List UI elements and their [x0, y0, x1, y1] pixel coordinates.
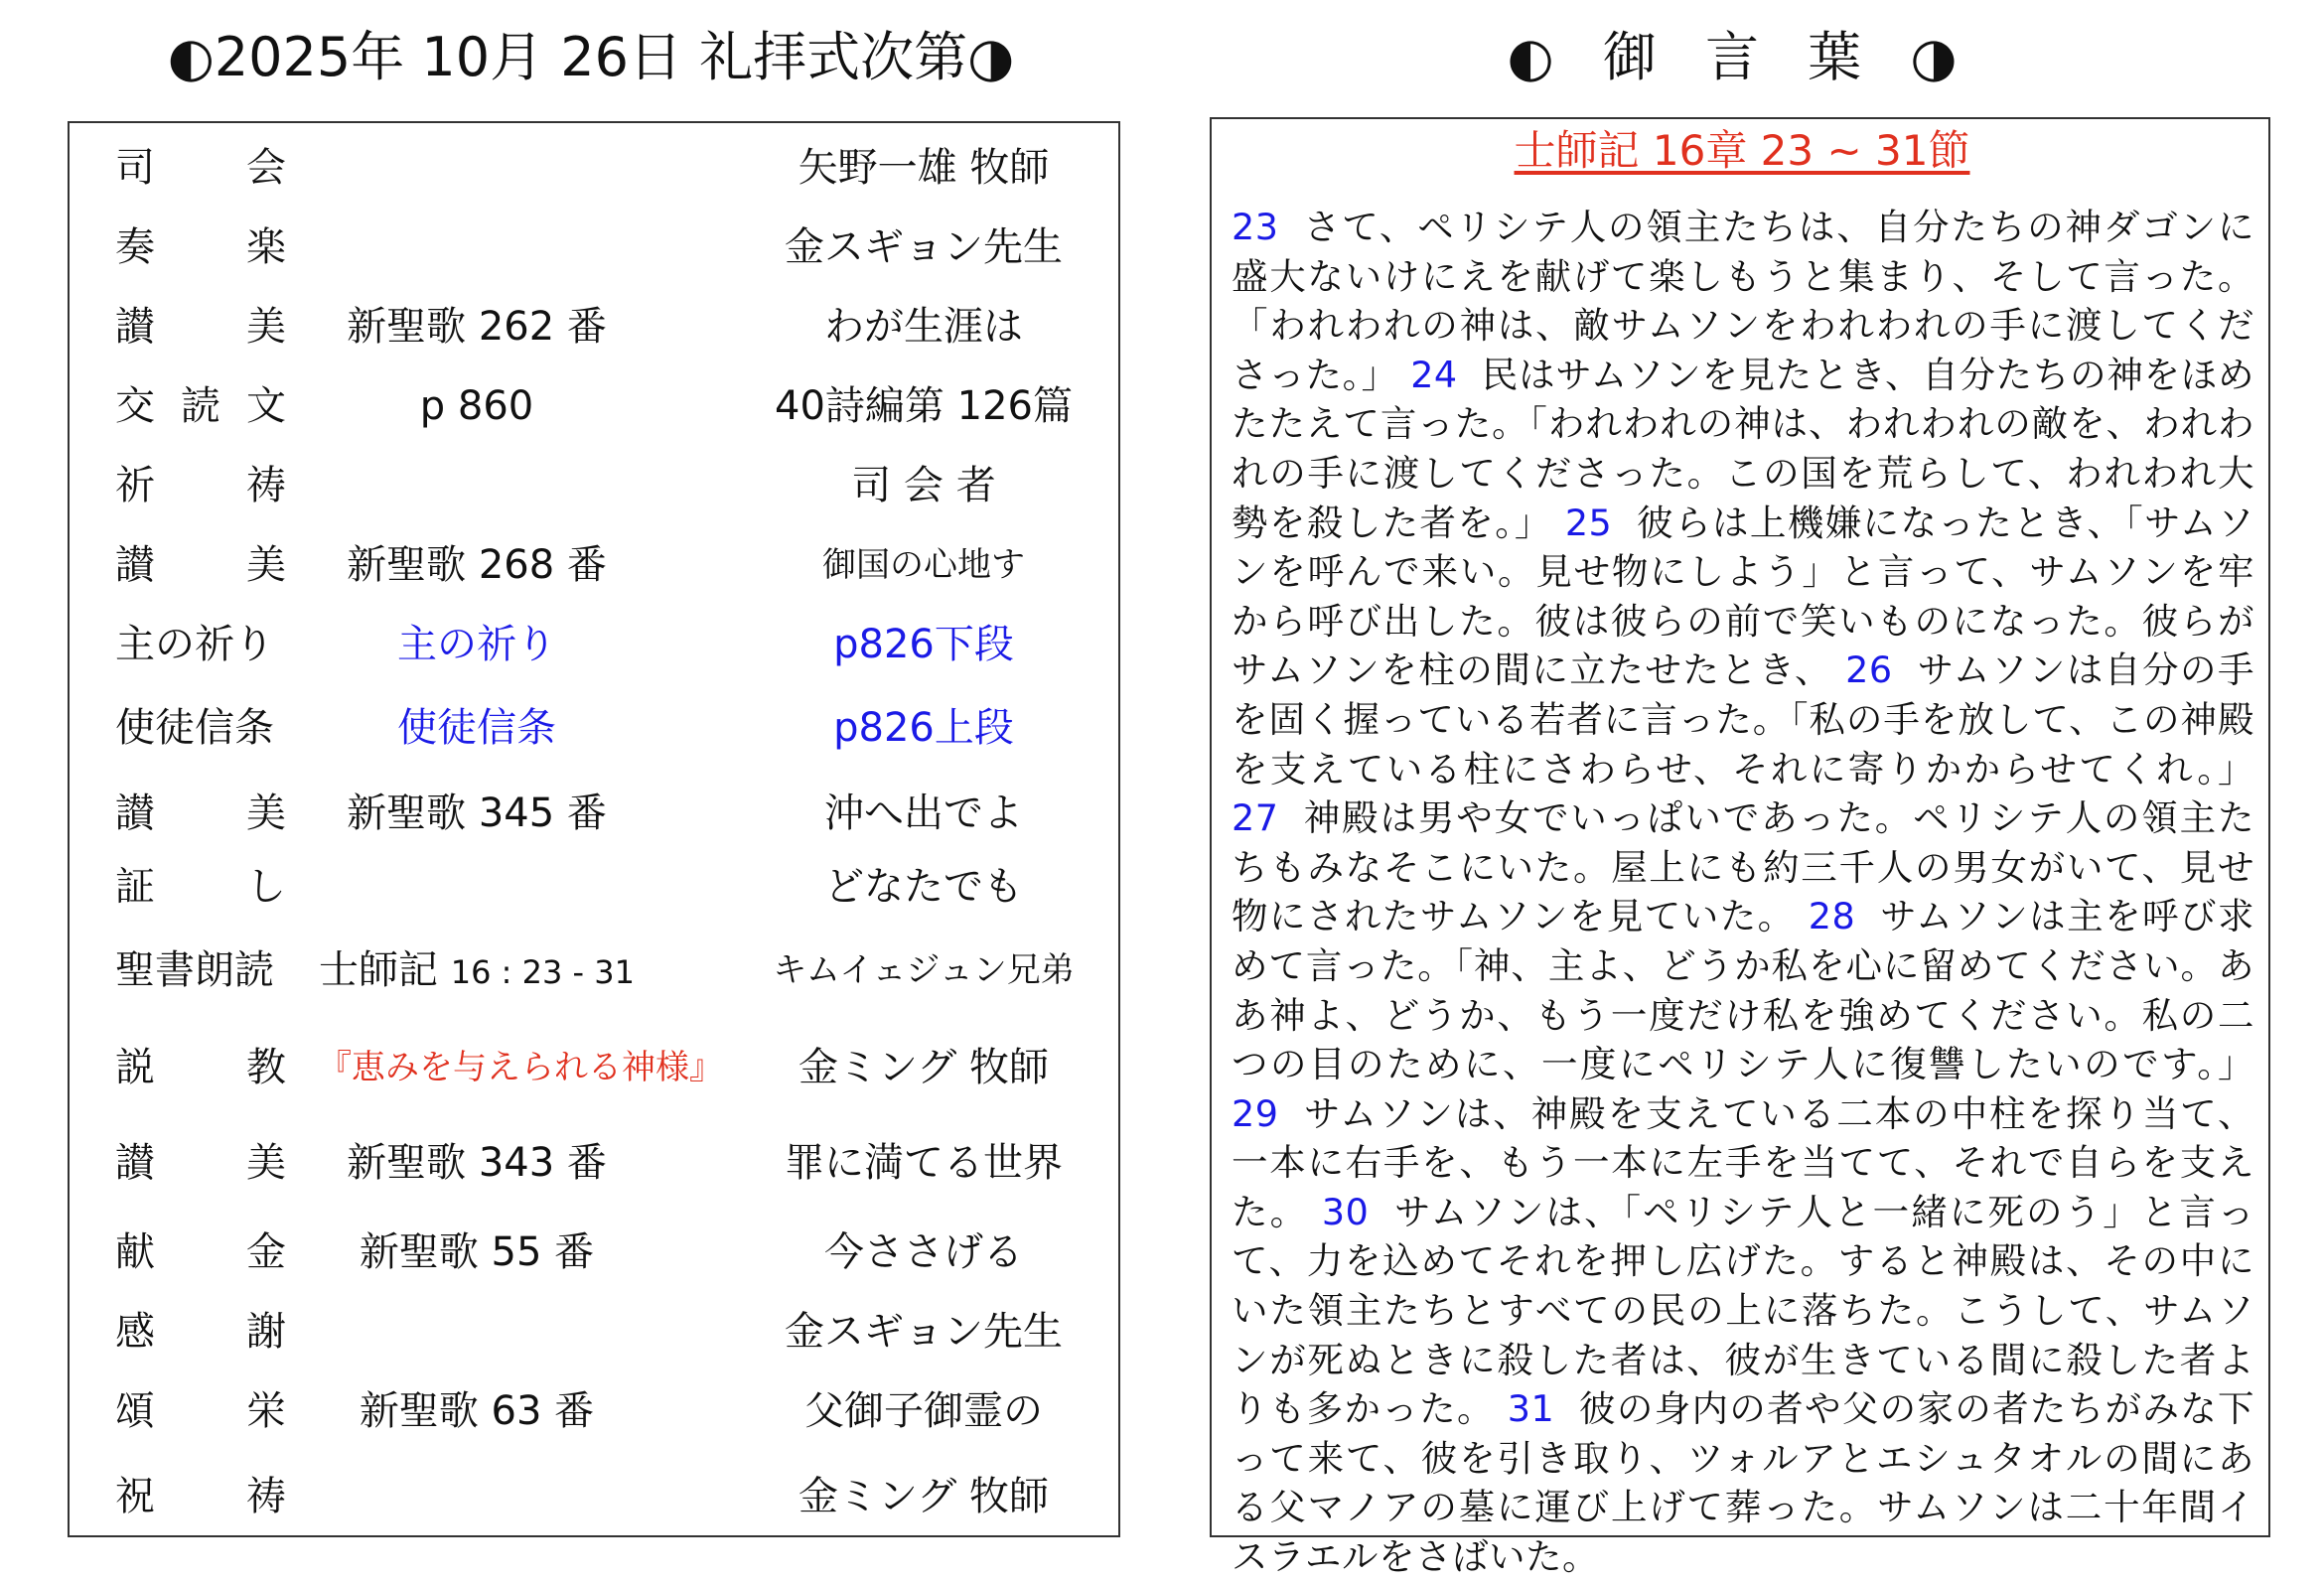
program-row-sermon: [70, 1033, 1122, 1102]
program-person: わが生涯は: [824, 304, 1023, 350]
program-detail: 新聖歌 345 番: [347, 791, 607, 836]
program-person: 父御子御霊の: [804, 1388, 1043, 1434]
program-person: 金スギョン先生: [785, 224, 1063, 270]
program-person: キムイェジュン兄弟: [773, 950, 1075, 990]
program-item: 献 金: [115, 1229, 286, 1275]
program-item: 祈 祷: [115, 463, 286, 508]
passage-text: [1232, 203, 2254, 1582]
program-row-benediction: [70, 1462, 1122, 1531]
verse-number: 25: [1564, 501, 1613, 544]
program-row-prayer: [70, 451, 1122, 520]
program-item: 使徒信条: [115, 705, 274, 751]
scripture-passage-box: [1210, 117, 2270, 1579]
program-detail: [318, 935, 636, 1007]
program-item: 説 教: [115, 1045, 286, 1090]
program-person: どなたでも: [824, 864, 1023, 910]
program-row-presider: [70, 133, 1122, 203]
program-item: 奏 楽: [115, 224, 286, 270]
program-row-responsive-reading: [70, 371, 1122, 441]
verse-text: 彼らは上機嫌になったとき、「サムソンを呼んで来い。見せ物にしよう」と言って、サムソンを牢から呼び出した。彼は彼らの前で笑いものになった。彼らがサムソンを柱の間に立たせたとき、: [1232, 501, 2254, 692]
order-of-service: [68, 121, 1120, 1537]
program-person: 御国の心地す: [822, 545, 1025, 585]
verse-text: サムソンは主を呼び求めて言った。「神、主よ、どうか私を心に留めてください。ああ神よ、どうか、もう一度だけ私を強めてください。私の二つの目のために、一度にペリシテ人に復讐したいのです。」: [1232, 895, 2254, 1086]
program-item: 交 読 文: [115, 383, 286, 429]
verse-text: 民はサムソンを見たとき、自分たちの神をほめたたえて言った。「われわれの神は、われわれの敵を、われわれの手に渡してくださった。この国を荒らして、われわれ大勢を殺した者を。」: [1232, 353, 2254, 544]
program-person: 金ミング 牧師: [799, 1045, 1049, 1090]
program-reference: 16 : 23 - 31: [450, 953, 635, 991]
verse-number: 27: [1232, 796, 1279, 840]
program-person: p826下段: [833, 622, 1014, 667]
program-item: 聖書朗読: [115, 947, 274, 993]
verse-number: 23: [1232, 206, 1279, 248]
program-item: 讃 美: [115, 542, 286, 588]
passage-reference: 士師記 16章 23 ~ 31節: [1514, 126, 1970, 175]
scripture-title: ◐ 御 言 葉 ◑: [1507, 26, 1973, 88]
program-title: ◐2025年 10月 26日 礼拝式次第◑: [167, 26, 1015, 88]
program-detail: 主の祈り: [397, 622, 556, 667]
program-detail: 新聖歌 343 番: [347, 1140, 607, 1186]
program-item: 感 謝: [115, 1309, 286, 1355]
program-item: 主の祈り: [115, 622, 274, 667]
program-item: 司 会: [115, 145, 286, 191]
program-row-hymn-2: [70, 530, 1122, 600]
verse-text: さて、ペリシテ人の領主たちは、自分たちの神ダゴンに盛大ないけにえを献げて楽しもうと集まり、そして言った。「われわれの神は、敵サムソンをわれわれの手に渡してくださった。」: [1232, 206, 2254, 396]
program-person: 金スギョン先生: [785, 1309, 1063, 1355]
program-person: 金ミング 牧師: [799, 1474, 1049, 1519]
program-person: 沖へ出でよ: [824, 791, 1023, 836]
program-row-hymn-3: [70, 779, 1122, 848]
program-row-doxology: [70, 1376, 1122, 1446]
program-detail: 新聖歌 55 番: [359, 1229, 595, 1275]
program-row-testimony: [70, 852, 1122, 922]
program-row-apostles-creed: [70, 693, 1122, 763]
program-item: 讃 美: [115, 304, 286, 350]
program-row-scripture-reading: [70, 935, 1122, 1005]
program-row-thanksgiving: [70, 1297, 1122, 1366]
verse-text: サムソンは自分の手を固く握っている若者に言った。「私の手を放して、この神殿を支えている柱にさわらせ、それに寄りかからせてくれ。」: [1232, 648, 2254, 791]
program-detail: p 860: [419, 383, 534, 429]
program-person: 矢野一雄 牧師: [798, 145, 1050, 191]
verse-number: 28: [1808, 895, 1856, 938]
verse-number: 30: [1321, 1190, 1370, 1233]
program-row-prelude: [70, 213, 1122, 282]
verse-text: サムソンは、神殿を支えている二本の中柱を探り当て、一本に右手を、もう一本に左手を当てて、それで自らを支えた。: [1232, 1091, 2254, 1233]
verse-number: 24: [1410, 353, 1458, 396]
program-row-lords-prayer: [70, 610, 1122, 679]
program-detail: 新聖歌 63 番: [359, 1388, 595, 1434]
program-row-hymn-4: [70, 1128, 1122, 1198]
verse-text: 彼の身内の者や父の家の者たちがみな下って来て、彼を引き取り、ツォルアとエシュタオルの間にある父マノアの墓に運び上げて葬った。サムソンは二十年間イスラエルをさばいた。: [1232, 1387, 2255, 1579]
program-person: p826上段: [833, 705, 1014, 751]
program-item: 証 し: [115, 864, 286, 910]
program-detail: 使徒信条: [397, 705, 556, 751]
program-person: 司 会 者: [851, 463, 996, 508]
program-row-hymn-1: [70, 292, 1122, 361]
program-person: 罪に満てる世界: [785, 1140, 1063, 1186]
program-item: 頌 栄: [115, 1388, 286, 1434]
program-item: 讃 美: [115, 1140, 286, 1186]
program-row-offering: [70, 1218, 1122, 1287]
program-detail: 新聖歌 268 番: [347, 542, 607, 588]
program-person: 今ささげる: [824, 1229, 1023, 1275]
verse-number: 29: [1232, 1091, 1279, 1135]
program-item: 讃 美: [115, 791, 286, 836]
program-detail: 新聖歌 262 番: [347, 304, 607, 350]
verse-number: 26: [1845, 648, 1893, 692]
sermon-title: 『恵みを与えられる神様』: [318, 1048, 723, 1087]
program-book: 士師記: [319, 947, 439, 993]
verse-text: 神殿は男や女でいっぱいであった。ペリシテ人の領主たちもみなそこにいた。屋上にも約三千人の男女がいて、見せ物にされたサムソンを見ていた。: [1232, 796, 2254, 938]
program-item: 祝 祷: [115, 1474, 286, 1519]
verse-text: サムソンは、「ペリシテ人と一緒に死のう」と言って、力を込めてそれを押し広げた。すると神殿は、その中にいた領主たちとすべての民の上に落ちた。こうして、サムソンが死ぬときに殺した者は、彼が生きている間に殺した者よりも多かった。: [1232, 1190, 2254, 1431]
verse-number: 31: [1507, 1387, 1555, 1431]
program-person: 40詩編第 126篇: [775, 383, 1073, 429]
